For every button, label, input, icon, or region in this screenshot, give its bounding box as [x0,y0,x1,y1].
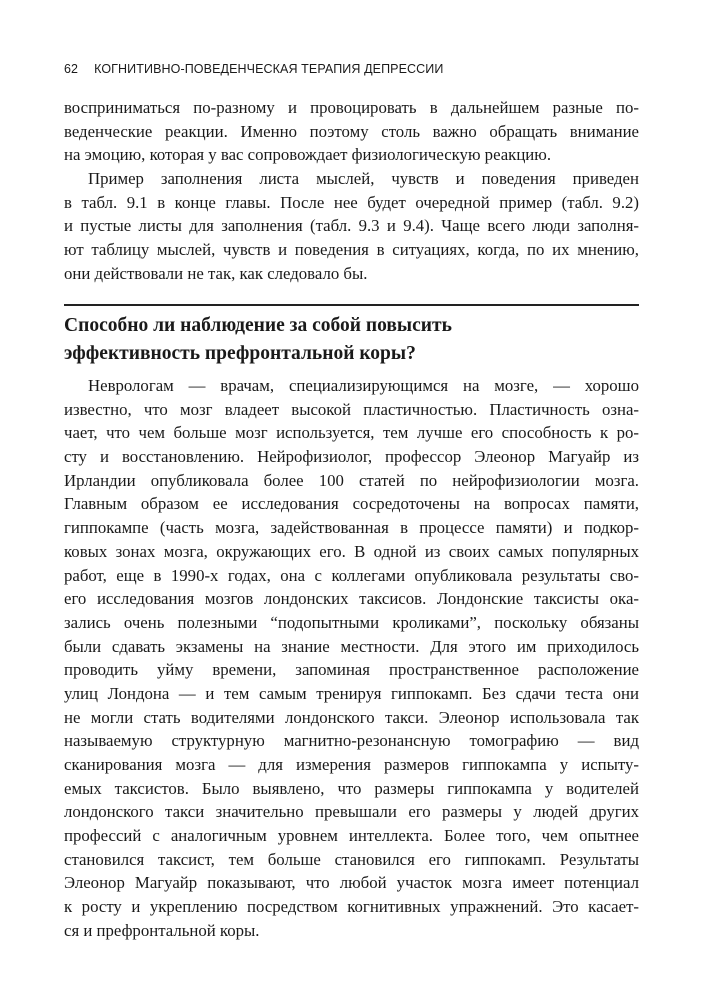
text-line: известно, что мозг владеет высокой пластичностью. Пластичность озна- [64,399,639,419]
text-line: веденческие реакции. Именно поэтому столь важно обращать внимание [64,121,639,141]
text-line: Неврологам — врачам, специализирующимся на мозге, — хорошо [88,376,639,395]
section-divider [64,304,639,306]
section-body [64,374,639,943]
text-line: сканирования мозга — для измерения размеров гиппокампа у испыту- [64,755,639,774]
text-line: Элеонор Магуайр показывают, что любой участок мозга имеет потенциал [64,873,639,893]
heading-line: Способно ли наблюдение за собой повысить [64,315,452,336]
text-line: Ирландии опубликовала более 100 статей по нейрофизиологии мозга. [64,470,639,490]
section-heading [64,312,639,368]
intro-paragraphs [64,96,639,286]
text-line: на эмоцию, которая у вас сопровождает физиологическую реакцию. [64,145,552,165]
text-line: Главным образом ее исследования сосредоточены на вопросах памяти, [64,494,639,514]
text-line: ся и префронтальной коры. [64,920,260,940]
text-line: называемую структурную магнитно-резонансную томографию — вид [64,731,639,751]
text-line: гиппокампе (часть мозга, задействованная в процессе памяти) и подкор- [64,518,639,538]
text-line: чает, что чем больше мозг используется, тем лучше его способность к ро- [64,423,639,443]
text-line: к росту и укреплению посредством когнитивных упражнений. Это касает- [64,897,639,917]
heading-line: эффективность префронтальной коры? [64,343,416,364]
text-line: и пустые листы для заполнения (табл. 9.3 и 9.4). Чаще всего люди заполня- [64,216,639,236]
text-line: емых таксистов. Было выявлено, что размеры гиппокампа у водителей [64,778,639,798]
text-line: сту и восстановлению. Нейрофизиолог, профессор Элеонор Магуайр из [64,447,639,467]
text-line: работ, еще в 1990-х годах, она с коллегами опубликовала результаты сво- [64,565,639,585]
text-line: они действовали не так, как следовало бы. [64,263,368,283]
text-line: лондонского такси значительно превышали его размеры у людей других [64,802,639,822]
text-line: проводить уйму времени, запоминая пространственное расположение [64,660,639,680]
text-line: улиц Лондона — и тем самым тренируя гиппокамп. Без сдачи теста они [64,683,639,703]
running-header [64,62,639,80]
text-line: были сдавать экзамены на знание местности. Для этого им приходилось [64,636,639,656]
running-title: КОГНИТИВНО-ПОВЕДЕНЧЕСКАЯ ТЕРАПИЯ ДЕПРЕССИИ [94,62,444,76]
text-line: ют таблицу мыслей, чувств и поведения в ситуациях, когда, по их мнению, [64,240,639,260]
text-line: становился таксист, тем больше становился его гиппокамп. Результаты [64,849,639,869]
text-line: Пример заполнения листа мыслей, чувств и поведения приведен [88,169,639,189]
text-line: восприниматься по-разному и провоцировать в дальнейшем разные по- [64,98,639,117]
text-line: ковых зонах мозга, окружающих его. В одной из своих самых популярных [64,541,639,561]
page-number: 62 [64,62,79,76]
text-line: профессий с аналогичным уровнем интеллекта. Более того, чем опытнее [64,826,639,846]
text-line: его исследования мозгов лондонских таксисов. Лондонские таксисты ока- [64,589,639,609]
text-line: зались очень полезными “подопытными кроликами”, поскольку обязаны [64,612,639,632]
text-line: в табл. 9.1 в конце главы. После нее будет очередной пример (табл. 9.2) [64,192,639,212]
text-line: не могли стать водителями лондонского такси. Элеонор использовала так [64,707,639,727]
